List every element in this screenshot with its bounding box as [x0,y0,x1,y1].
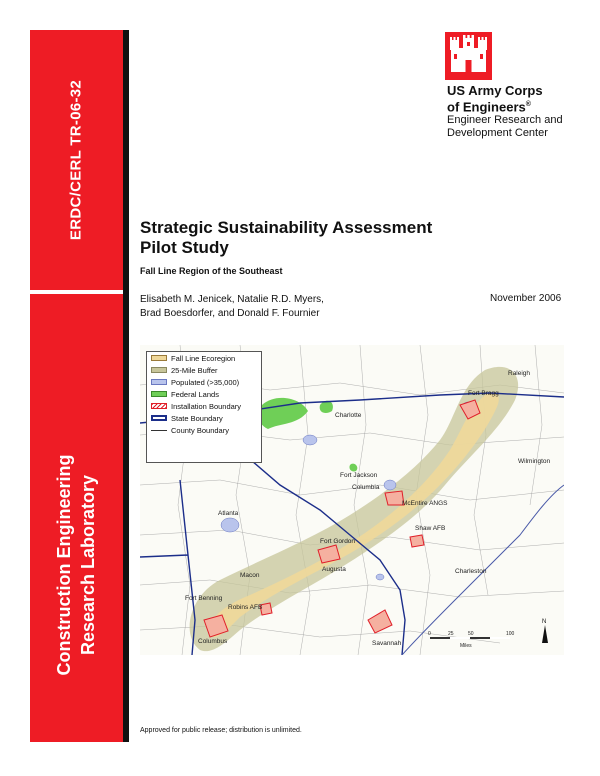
label-savannah: Savannah [372,640,402,647]
label-fort-bragg: Fort Bragg [468,390,499,397]
legend-label: Installation Boundary [171,401,242,411]
label-augusta: Augusta [322,566,346,573]
north-label: N [542,619,547,625]
swatch-state [151,415,167,421]
label-raleigh: Raleigh [508,370,531,377]
report-number: ERDC/CERL TR-06-32 [67,79,85,241]
legend-row-federal [147,388,261,400]
laboratory-name [52,454,100,675]
authors-line1: Elisabeth M. Jenicek, Natalie R.D. Myers, [140,294,324,305]
label-macon: Macon [240,572,260,579]
org-line1: US Army Corps [447,83,543,98]
report-subtitle: Fall Line Region of the Southeast [140,266,283,276]
scale-unit: Miles [460,643,472,649]
lab-name-line2: Research Laboratory [78,474,98,656]
legend-row-fall-line [147,352,261,364]
legend-row-installation [147,400,261,412]
legend-row-county [147,424,261,436]
distribution-statement: Approved for public release; distribution is unlimited. [140,727,302,734]
label-atlanta: Atlanta [218,510,239,517]
title-line2: Pilot Study [140,238,229,257]
report-title [140,218,432,258]
label-columbus: Columbus [198,638,228,645]
report-date: November 2006 [490,293,562,304]
label-shaw: Shaw AFB [415,525,446,532]
sidebar-black-rule [123,30,129,742]
legend-label: Fall Line Ecoregion [171,353,236,363]
legend-label: State Boundary [171,413,223,423]
org-line3: Engineer Research and [447,114,563,127]
title-line1: Strategic Sustainability Assessment [140,218,433,237]
organization-block [447,84,563,140]
report-authors [140,293,324,321]
label-columbia: Columbia [352,484,380,491]
sidebar-divider [30,290,123,294]
label-robins: Robins AFB [228,604,263,611]
legend-row-populated [147,376,261,388]
label-charleston: Charleston [455,568,487,575]
swatch-buffer [151,367,167,373]
legend-label: Populated (>35,000) [171,377,240,387]
authors-line2: Brad Boesdorfer, and Donald F. Fournier [140,308,320,319]
swatch-fall-line [151,355,167,361]
label-charlotte: Charlotte [335,412,362,419]
legend-label: Federal Lands [171,389,219,399]
registered-mark: ® [525,101,531,108]
legend-label: 25-Mile Buffer [171,365,218,375]
org-line2-text: of Engineers [447,99,526,115]
label-wilmington: Wilmington [518,458,551,465]
swatch-federal [151,391,167,397]
label-fort-benning: Fort Benning [185,595,223,602]
label-fort-gordon: Fort Gordon [320,538,356,545]
swatch-populated [151,379,167,385]
label-mcentire: McEntire ANGS [402,500,448,507]
scale-label-100: 100 [506,631,515,637]
legend-row-buffer [147,364,261,376]
org-line4: Development Center [447,127,548,140]
map-legend [146,351,262,463]
legend-row-state [147,412,261,424]
scale-label-25: 25 [448,631,454,637]
swatch-installation [151,403,167,409]
label-fort-jackson: Fort Jackson [340,472,378,479]
usace-castle-logo [445,32,492,80]
scale-label-50: 50 [468,631,474,637]
scale-label-0: 0 [428,631,431,637]
org-line2 [447,98,563,114]
swatch-county [151,430,167,431]
lab-name-line1: Construction Engineering [54,454,74,676]
legend-label: County Boundary [171,425,229,435]
